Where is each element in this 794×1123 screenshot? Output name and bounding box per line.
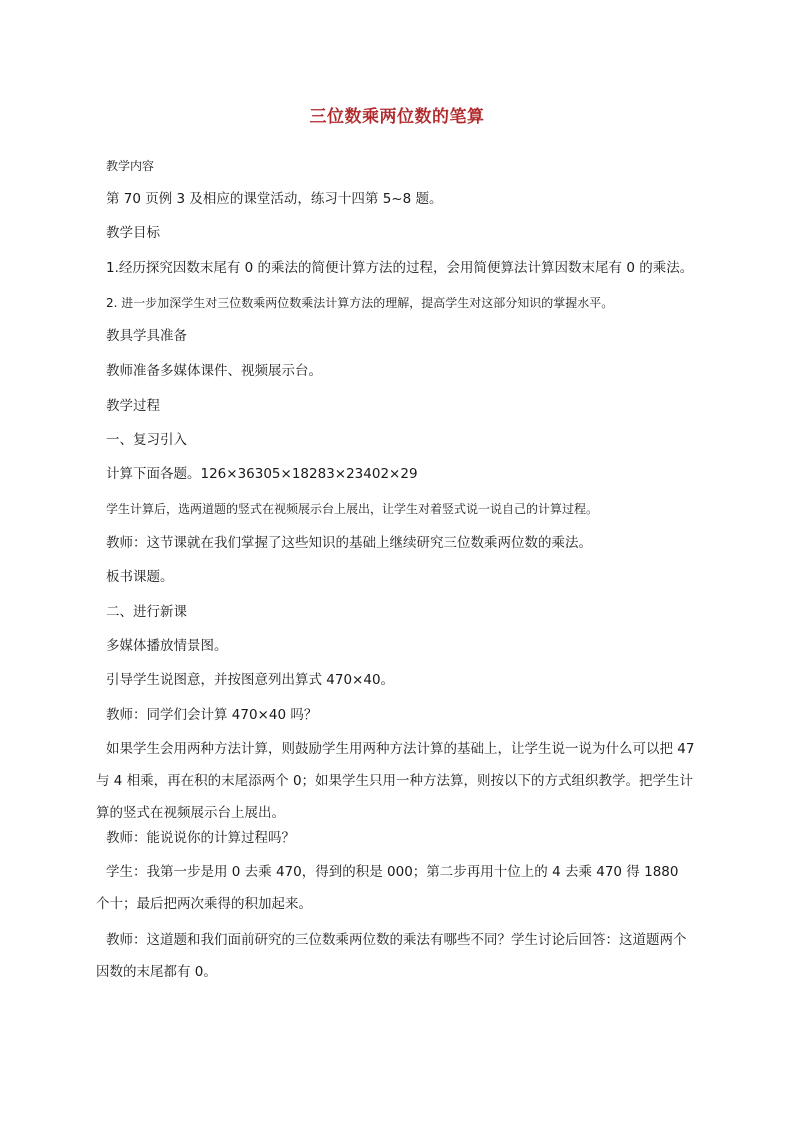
text-teacher-intro: 教师：这节课就在我们掌握了这些知识的基础上继续研究三位数乘两位数的乘法。 [106, 535, 592, 551]
text-goal-2: 2. 进一步加深学生对三位数乘两位数乘法计算方法的理解，提高学生对这部分知识的掌握水平。 [106, 296, 614, 310]
text-materials: 教师准备多媒体课件、视频展示台。 [106, 363, 322, 379]
document-title: 三位数乘两位数的笔算 [309, 107, 485, 127]
heading-teaching-process: 教学过程 [106, 398, 160, 414]
heading-teaching-content: 教学内容 [106, 159, 155, 173]
heading-materials: 教具学具准备 [106, 328, 187, 344]
text-guide-students: 引导学生说图意，并按图意列出算式 470×40。 [106, 672, 395, 688]
paragraph-teacher-compare: 教师：这道题和我们面前研究的三位数乘两位数的乘法有哪些不同？学生讨论后回答：这道题两个因数的末尾都有 0。 [96, 932, 687, 980]
heading-review: 一、复习引入 [106, 432, 187, 448]
text-calculation: 计算下面各题。126×36305×18283×23402×29 [106, 466, 418, 482]
text-board-topic: 板书课题。 [106, 569, 174, 585]
heading-new-lesson: 二、进行新课 [106, 604, 187, 620]
paragraph-two-methods: 如果学生会用两种方法计算，则鼓励学生用两种方法计算的基础上，让学生说一说为什么可以把 47 与 4 相乘，再在积的末尾添两个 0；如果学生只用一种方法算，则按以下的方式组织教学。把学生计算的竖式在视频展示台上展出。 [96, 741, 695, 821]
text-teacher-question: 教师：同学们会计算 470×40 吗？ [106, 707, 318, 723]
text-page-reference: 第 70 页例 3 及相应的课堂活动，练习十四第 5~8 题。 [106, 191, 443, 207]
text-multimedia: 多媒体播放情景图。 [106, 638, 228, 654]
text-goal-1: 1.经历探究因数末尾有 0 的乘法的简便计算方法的过程，会用简便算法计算因数末尾有 0 的乘法。 [106, 260, 694, 276]
text-teacher-process: 教师：能说说你的计算过程吗？ [106, 830, 295, 846]
text-student-calculate: 学生计算后，选两道题的竖式在视频展示台上展出，让学生对着竖式说一说自己的计算过程。 [106, 502, 599, 516]
paragraph-student-answer: 学生：我第一步是用 0 去乘 470，得到的积是 000；第二步再用十位上的 4 去乘 470 得 1880 个十；最后把两次乘得的积加起来。 [96, 864, 679, 912]
heading-teaching-goals: 教学目标 [106, 225, 160, 241]
